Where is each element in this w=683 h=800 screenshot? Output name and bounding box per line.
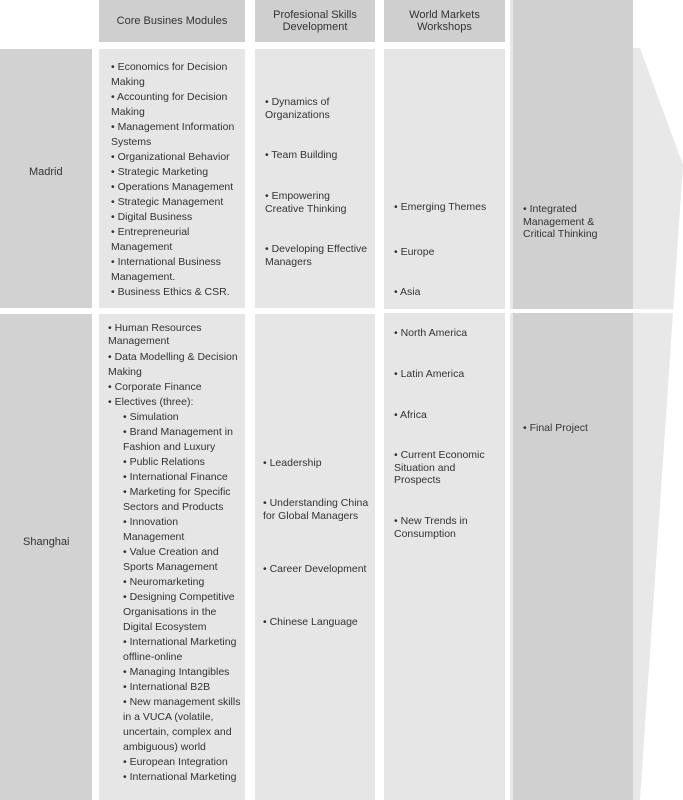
madrid-skills-cell	[255, 49, 375, 308]
skill-item: • Understanding China for Global Managers	[263, 497, 371, 522]
list-item: • Economics for Decision Making	[111, 60, 241, 90]
elective-item: • International Marketing offline-online	[108, 635, 242, 665]
elective-item: • Public Relations	[108, 455, 242, 470]
list-item: • Entrepreneurial Management	[111, 225, 241, 255]
list-item: • Business Ethics & CSR.	[111, 285, 241, 300]
list-item: • Management Information Systems	[111, 120, 241, 150]
list-item: • Organizational Behavior	[111, 150, 241, 165]
row-divider	[0, 309, 683, 313]
elective-item: • Innovation Management	[108, 515, 242, 545]
elective-item: • Simulation	[108, 410, 242, 425]
header-skills-development: Profesional Skills Development	[255, 0, 375, 42]
campus-madrid-cell	[0, 49, 92, 308]
list-item: • Strategic Management	[111, 195, 241, 210]
skill-item: • Team Building	[265, 149, 371, 162]
list-item: • Electives (three):	[108, 395, 242, 410]
header-core-modules: Core Busines Modules	[99, 0, 245, 42]
skill-item: • Dynamics of Organizations	[265, 96, 371, 121]
elective-item: • Neuromarketing	[108, 575, 242, 590]
workshop-item: • Africa	[394, 409, 501, 422]
campus-shanghai-label: Shanghai	[23, 536, 70, 548]
campus-madrid-label: Madrid	[29, 166, 63, 178]
elective-item: • Brand Management in Fashion and Luxury	[108, 425, 242, 455]
list-item: • Human Resources Management	[108, 322, 242, 347]
elective-item: • International B2B	[108, 680, 242, 695]
elective-item: • Designing Competitive Organisations in the Digital Ecosystem	[108, 590, 242, 635]
elective-item: • New management skills in a VUCA (volatile, uncertain, complex and ambiguous) world	[108, 695, 242, 755]
final-item-integrated: • Integrated Management & Critical Thinking	[523, 203, 623, 241]
list-item: • Digital Business	[111, 210, 241, 225]
madrid-core-list	[111, 60, 241, 300]
workshop-item: • Asia	[394, 286, 501, 299]
madrid-core-cell	[99, 49, 245, 308]
campus-shanghai-cell	[0, 314, 92, 800]
shanghai-core-cell	[99, 314, 245, 800]
skill-item: • Career Development	[263, 563, 371, 576]
elective-item: • European Integration	[108, 755, 242, 770]
workshop-item: • New Trends in Consumption	[394, 515, 501, 540]
workshop-item: • Emerging Themes	[394, 201, 501, 214]
elective-item: • International Marketing	[108, 770, 242, 785]
list-item: • International Business Management.	[111, 255, 241, 285]
workshop-item: • Europe	[394, 246, 501, 259]
skill-item: • Chinese Language	[263, 616, 371, 629]
elective-item: • Marketing for Specific Sectors and Products	[108, 485, 242, 515]
list-item: • Data Modelling & Decision Making	[108, 350, 242, 380]
shanghai-core-list	[108, 322, 242, 785]
workshop-item: • Latin America	[394, 368, 501, 381]
workshops-cell	[384, 49, 505, 800]
final-item-project: • Final Project	[523, 422, 623, 435]
elective-item: • International Finance	[108, 470, 242, 485]
skill-item: • Developing Effective Managers	[265, 243, 371, 268]
elective-item: • Value Creation and Sports Management	[108, 545, 242, 575]
list-item: • Strategic Marketing	[111, 165, 241, 180]
workshop-item: • North America	[394, 327, 501, 340]
list-item: • Operations Management	[111, 180, 241, 195]
list-item: • Corporate Finance	[108, 380, 242, 395]
skill-item: • Leadership	[263, 457, 371, 470]
list-item: • Accounting for Decision Making	[111, 90, 241, 120]
workshop-item: • Current Economic Situation and Prospects	[394, 449, 501, 487]
elective-item: • Managing Intangibles	[108, 665, 242, 680]
header-world-markets: World Markets Workshops	[384, 0, 505, 42]
skill-item: • Empowering Creative Thinking	[265, 190, 371, 215]
shanghai-skills-cell	[255, 314, 375, 800]
